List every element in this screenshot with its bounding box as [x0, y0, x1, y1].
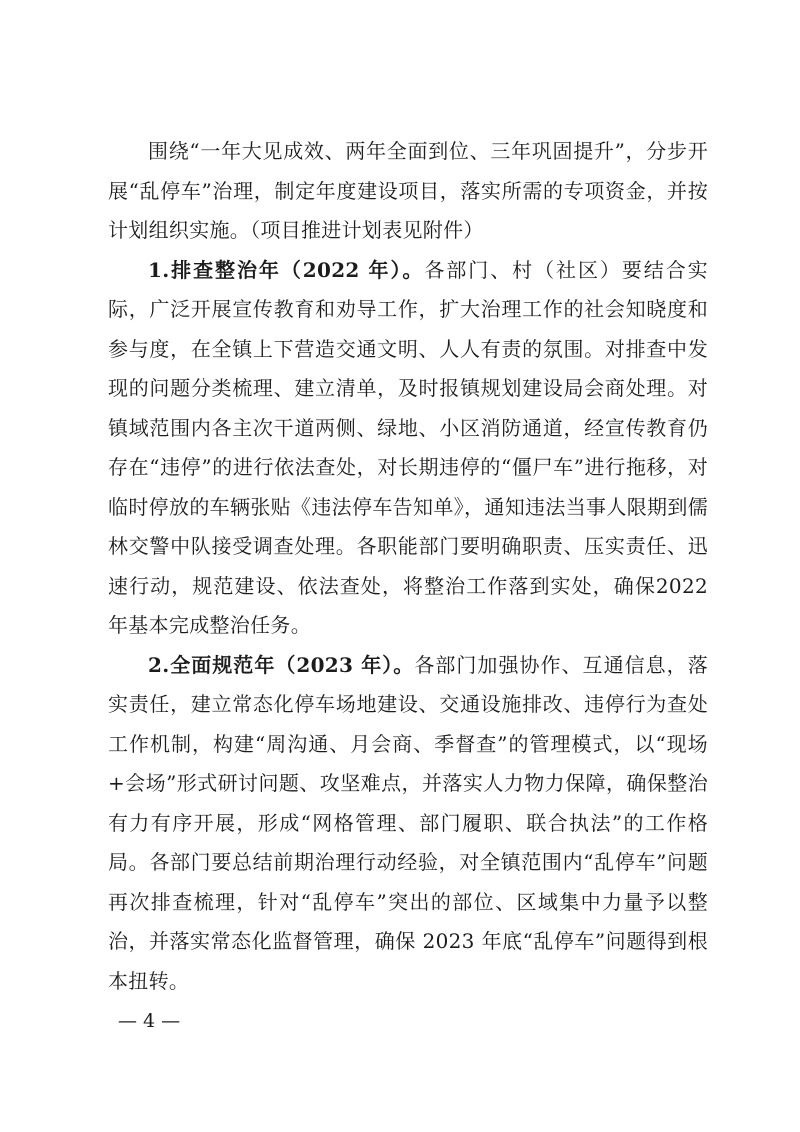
intro-paragraph-text: 围绕“一年大见成效、两年全面到位、三年巩固提升”，分步开展“乱停车”治理，制定年度建设项目，落实所需的专项资金，并按计划组织实施。（项目推进计划表见附件） [108, 139, 708, 242]
document-body [108, 132, 708, 1001]
phase-1-paragraph [108, 251, 708, 646]
phase-1-heading: 1.排查整治年（2022 年）。 [148, 257, 425, 282]
phase-1-text: 各部门、村（社区）要结合实际，广泛开展宣传教育和劝导工作，扩大治理工作的社会知晓度和参与度，在全镇上下营造交通文明、人人有责的氛围。对排查中发现的问题分类梳理、建立清单，及时报镇规划建设局会商处理。对镇域范围内各主次干道两侧、绿地、小区消防通道，经宣传教育仍存在“违停”的进行依法查处，对长期违停的“僵尸车”进行拖移，对临时停放的车辆张贴《违法停车告知单》，通知违法当事人限期到儒林交警中队接受调查处理。各职能部门要明确职责、压实责任、迅速行动，规范建设、依法查处，将整治工作落到实处，确保2022年基本完成整治任务。 [108, 257, 708, 637]
intro-paragraph [108, 132, 708, 251]
phase-2-paragraph [108, 646, 708, 1002]
phase-2-text: 各部门加强协作、互通信息，落实责任，建立常态化停车场地建设、交通设施排改、违停行为查处工作机制，构建“周沟通、月会商、季督查”的管理模式，以“现场+会场”形式研讨问题、攻坚难点，并落实人力物力保障，确保整治有力有序开展，形成“网格管理、部门履职、联合执法”的工作格局。各部门要总结前期治理行动经验，对全镇范围内“乱停车”问题再次排查梳理，针对“乱停车”突出的部位、区域集中力量予以整治，并落实常态化监督管理，确保 2023 年底“乱停车”问题得到根本扭转。 [108, 652, 708, 993]
phase-2-heading: 2.全面规范年（2023 年）。 [148, 652, 415, 677]
page-number: — 4 — [118, 1010, 181, 1032]
